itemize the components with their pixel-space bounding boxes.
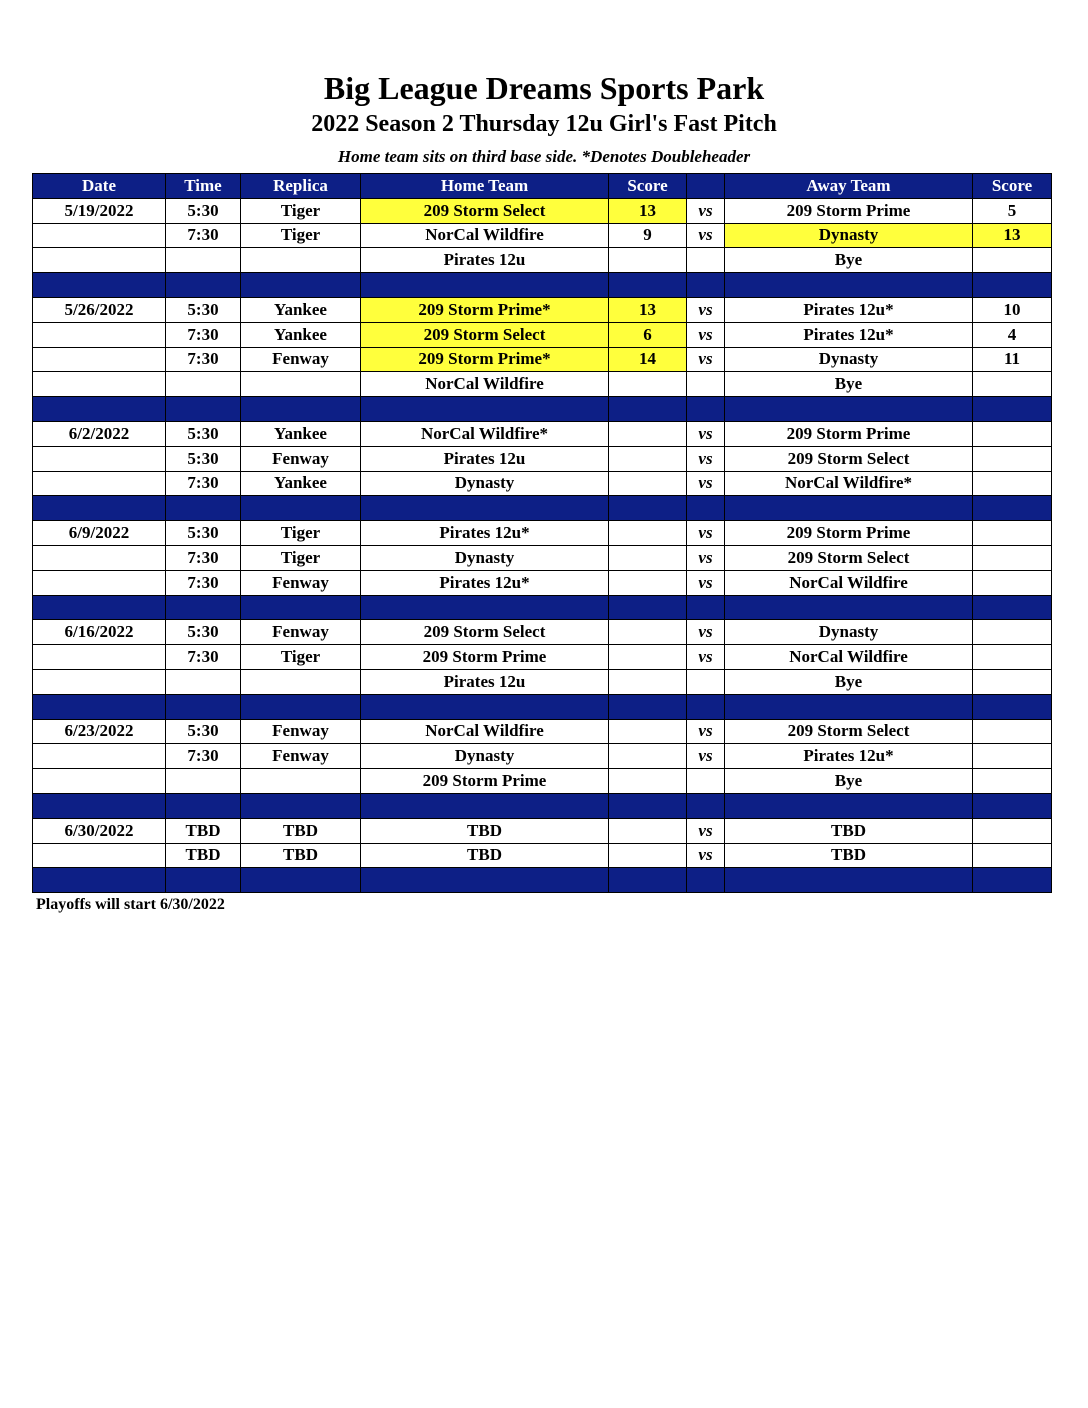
column-header-vs — [687, 174, 725, 199]
home-team-cell: TBD — [361, 818, 609, 843]
column-header-replica: Replica — [241, 174, 361, 199]
replica-cell: TBD — [241, 843, 361, 868]
away-team-cell: Dynasty — [725, 223, 973, 248]
away-team-cell: NorCal Wildfire — [725, 570, 973, 595]
home-score-cell — [609, 669, 687, 694]
time-cell: 7:30 — [166, 471, 241, 496]
time-cell: 5:30 — [166, 198, 241, 223]
time-cell: 5:30 — [166, 446, 241, 471]
separator-cell — [361, 595, 609, 620]
separator-cell — [725, 496, 973, 521]
home-score-cell — [609, 446, 687, 471]
replica-cell: Tiger — [241, 198, 361, 223]
schedule-header — [33, 174, 1052, 199]
replica-cell: Tiger — [241, 545, 361, 570]
separator-cell — [973, 273, 1052, 298]
time-cell: 5:30 — [166, 719, 241, 744]
home-team-cell: Pirates 12u — [361, 669, 609, 694]
separator-cell — [166, 496, 241, 521]
away-score-cell — [973, 570, 1052, 595]
replica-cell — [241, 769, 361, 794]
header-row — [33, 174, 1052, 199]
separator-cell — [33, 595, 166, 620]
home-score-cell — [609, 421, 687, 446]
home-team-cell: 209 Storm Prime — [361, 769, 609, 794]
replica-cell — [241, 669, 361, 694]
replica-cell — [241, 372, 361, 397]
time-cell: 7:30 — [166, 570, 241, 595]
week-separator-row — [33, 694, 1052, 719]
separator-cell — [241, 793, 361, 818]
separator-cell — [361, 273, 609, 298]
week-separator-row — [33, 496, 1052, 521]
home-score-cell — [609, 719, 687, 744]
separator-cell — [33, 793, 166, 818]
home-score-cell — [609, 570, 687, 595]
date-cell — [33, 769, 166, 794]
time-cell — [166, 372, 241, 397]
week-separator-row — [33, 273, 1052, 298]
separator-cell — [241, 595, 361, 620]
vs-cell — [687, 372, 725, 397]
replica-cell: Yankee — [241, 421, 361, 446]
game-row — [33, 521, 1052, 546]
away-team-cell: TBD — [725, 818, 973, 843]
separator-cell — [609, 793, 687, 818]
separator-cell — [609, 397, 687, 422]
vs-cell: vs — [687, 818, 725, 843]
vs-cell: vs — [687, 744, 725, 769]
away-team-cell: 209 Storm Prime — [725, 521, 973, 546]
vs-cell: vs — [687, 322, 725, 347]
away-team-cell: Dynasty — [725, 347, 973, 372]
game-row — [33, 471, 1052, 496]
game-row — [33, 322, 1052, 347]
game-row — [33, 198, 1052, 223]
replica-cell: Fenway — [241, 570, 361, 595]
separator-cell — [687, 793, 725, 818]
time-cell — [166, 248, 241, 273]
game-row — [33, 744, 1052, 769]
separator-cell — [33, 694, 166, 719]
separator-cell — [33, 496, 166, 521]
date-cell: 6/2/2022 — [33, 421, 166, 446]
home-score-cell — [609, 248, 687, 273]
away-team-cell: Bye — [725, 248, 973, 273]
vs-cell: vs — [687, 347, 725, 372]
game-row — [33, 843, 1052, 868]
vs-cell — [687, 248, 725, 273]
away-team-cell: 209 Storm Prime — [725, 198, 973, 223]
separator-cell — [241, 868, 361, 893]
separator-cell — [687, 694, 725, 719]
vs-cell: vs — [687, 297, 725, 322]
vs-cell: vs — [687, 645, 725, 670]
time-cell: 5:30 — [166, 421, 241, 446]
replica-cell: Fenway — [241, 744, 361, 769]
time-cell — [166, 769, 241, 794]
away-team-cell: Bye — [725, 372, 973, 397]
home-score-cell: 9 — [609, 223, 687, 248]
away-score-cell — [973, 769, 1052, 794]
separator-cell — [241, 397, 361, 422]
home-team-cell: Pirates 12u — [361, 446, 609, 471]
replica-cell: Yankee — [241, 471, 361, 496]
home-team-cell: TBD — [361, 843, 609, 868]
away-team-cell: Dynasty — [725, 620, 973, 645]
schedule-note: Home team sits on third base side. *Denotes Doubleheader — [337, 147, 751, 166]
date-cell — [33, 223, 166, 248]
away-team-cell: Pirates 12u* — [725, 744, 973, 769]
vs-cell: vs — [687, 620, 725, 645]
replica-cell: Tiger — [241, 521, 361, 546]
vs-cell: vs — [687, 223, 725, 248]
separator-cell — [361, 397, 609, 422]
away-team-cell: NorCal Wildfire* — [725, 471, 973, 496]
away-team-cell: 209 Storm Select — [725, 545, 973, 570]
away-score-cell: 5 — [973, 198, 1052, 223]
separator-cell — [166, 273, 241, 298]
separator-cell — [609, 496, 687, 521]
replica-cell: Tiger — [241, 645, 361, 670]
home-score-cell: 13 — [609, 297, 687, 322]
separator-cell — [973, 397, 1052, 422]
game-row — [33, 669, 1052, 694]
game-row — [33, 545, 1052, 570]
date-cell: 6/30/2022 — [33, 818, 166, 843]
away-team-cell: Pirates 12u* — [725, 297, 973, 322]
away-score-cell — [973, 372, 1052, 397]
home-score-cell: 13 — [609, 198, 687, 223]
vs-cell — [687, 769, 725, 794]
separator-cell — [687, 496, 725, 521]
away-score-cell — [973, 843, 1052, 868]
date-cell — [33, 843, 166, 868]
away-team-cell: Bye — [725, 769, 973, 794]
column-header-home-team: Home Team — [361, 174, 609, 199]
home-team-cell: NorCal Wildfire — [361, 223, 609, 248]
home-team-cell: Dynasty — [361, 471, 609, 496]
week-separator-row — [33, 793, 1052, 818]
separator-cell — [166, 595, 241, 620]
home-score-cell — [609, 372, 687, 397]
home-team-cell: 209 Storm Select — [361, 322, 609, 347]
time-cell: 7:30 — [166, 223, 241, 248]
home-score-cell — [609, 645, 687, 670]
home-team-cell: Dynasty — [361, 545, 609, 570]
home-score-cell — [609, 744, 687, 769]
time-cell: TBD — [166, 818, 241, 843]
separator-cell — [241, 496, 361, 521]
home-team-cell: Pirates 12u* — [361, 570, 609, 595]
date-cell — [33, 347, 166, 372]
separator-cell — [609, 273, 687, 298]
separator-cell — [361, 496, 609, 521]
vs-cell: vs — [687, 843, 725, 868]
replica-cell — [241, 248, 361, 273]
replica-cell: Fenway — [241, 446, 361, 471]
vs-cell: vs — [687, 421, 725, 446]
home-team-cell: NorCal Wildfire* — [361, 421, 609, 446]
game-row — [33, 223, 1052, 248]
away-score-cell: 13 — [973, 223, 1052, 248]
date-cell — [33, 570, 166, 595]
away-team-cell: 209 Storm Select — [725, 446, 973, 471]
time-cell: 7:30 — [166, 322, 241, 347]
away-score-cell — [973, 521, 1052, 546]
game-row — [33, 769, 1052, 794]
game-row — [33, 297, 1052, 322]
away-score-cell — [973, 719, 1052, 744]
column-header-date: Date — [33, 174, 166, 199]
time-cell: TBD — [166, 843, 241, 868]
date-cell — [33, 372, 166, 397]
separator-cell — [973, 868, 1052, 893]
time-cell: 7:30 — [166, 545, 241, 570]
date-cell: 5/26/2022 — [33, 297, 166, 322]
separator-cell — [166, 868, 241, 893]
week-separator-row — [33, 595, 1052, 620]
column-header-home-score: Score — [609, 174, 687, 199]
away-score-cell — [973, 620, 1052, 645]
separator-cell — [687, 868, 725, 893]
home-team-cell: Pirates 12u — [361, 248, 609, 273]
separator-cell — [33, 397, 166, 422]
game-row — [33, 570, 1052, 595]
game-row — [33, 347, 1052, 372]
date-cell — [33, 669, 166, 694]
separator-cell — [973, 793, 1052, 818]
separator-cell — [33, 868, 166, 893]
date-cell — [33, 446, 166, 471]
date-cell — [33, 471, 166, 496]
page-subtitle: 2022 Season 2 Thursday 12u Girl's Fast Pitch — [311, 111, 777, 137]
separator-cell — [609, 694, 687, 719]
date-cell — [33, 645, 166, 670]
home-team-cell: NorCal Wildfire — [361, 372, 609, 397]
date-cell — [33, 248, 166, 273]
away-score-cell — [973, 744, 1052, 769]
date-cell: 5/19/2022 — [33, 198, 166, 223]
home-team-cell: 209 Storm Prime* — [361, 297, 609, 322]
home-team-cell: 209 Storm Prime — [361, 645, 609, 670]
vs-cell — [687, 669, 725, 694]
separator-cell — [973, 496, 1052, 521]
replica-cell: TBD — [241, 818, 361, 843]
away-score-cell — [973, 545, 1052, 570]
separator-cell — [241, 273, 361, 298]
separator-cell — [725, 793, 973, 818]
time-cell — [166, 669, 241, 694]
away-score-cell: 4 — [973, 322, 1052, 347]
replica-cell: Yankee — [241, 322, 361, 347]
vs-cell: vs — [687, 521, 725, 546]
game-row — [33, 620, 1052, 645]
away-team-cell: TBD — [725, 843, 973, 868]
separator-cell — [973, 694, 1052, 719]
separator-cell — [609, 868, 687, 893]
game-row — [33, 645, 1052, 670]
game-row — [33, 446, 1052, 471]
home-team-cell: Pirates 12u* — [361, 521, 609, 546]
week-separator-row — [33, 397, 1052, 422]
separator-cell — [687, 595, 725, 620]
vs-cell: vs — [687, 719, 725, 744]
home-score-cell — [609, 620, 687, 645]
away-score-cell — [973, 669, 1052, 694]
away-team-cell: Bye — [725, 669, 973, 694]
home-team-cell: 209 Storm Select — [361, 198, 609, 223]
schedule-table — [32, 173, 1052, 893]
separator-cell — [687, 397, 725, 422]
home-team-cell: NorCal Wildfire — [361, 719, 609, 744]
separator-cell — [361, 868, 609, 893]
column-header-away-team: Away Team — [725, 174, 973, 199]
page-title: Big League Dreams Sports Park — [323, 70, 765, 106]
date-cell — [33, 322, 166, 347]
separator-cell — [725, 397, 973, 422]
separator-cell — [725, 595, 973, 620]
date-cell — [33, 744, 166, 769]
vs-cell: vs — [687, 446, 725, 471]
date-cell: 6/16/2022 — [33, 620, 166, 645]
game-row — [33, 248, 1052, 273]
schedule-body — [33, 198, 1052, 892]
separator-cell — [241, 694, 361, 719]
replica-cell: Fenway — [241, 620, 361, 645]
home-score-cell: 14 — [609, 347, 687, 372]
time-cell: 7:30 — [166, 744, 241, 769]
separator-cell — [33, 273, 166, 298]
time-cell: 7:30 — [166, 347, 241, 372]
home-score-cell — [609, 545, 687, 570]
separator-cell — [166, 793, 241, 818]
time-cell: 5:30 — [166, 620, 241, 645]
home-team-cell: 209 Storm Prime* — [361, 347, 609, 372]
away-score-cell — [973, 421, 1052, 446]
away-team-cell: NorCal Wildfire — [725, 645, 973, 670]
vs-cell: vs — [687, 471, 725, 496]
away-team-cell: Pirates 12u* — [725, 322, 973, 347]
home-score-cell: 6 — [609, 322, 687, 347]
away-team-cell: 209 Storm Prime — [725, 421, 973, 446]
replica-cell: Fenway — [241, 347, 361, 372]
vs-cell: vs — [687, 198, 725, 223]
separator-cell — [687, 273, 725, 298]
time-cell: 5:30 — [166, 521, 241, 546]
vs-cell: vs — [687, 545, 725, 570]
away-team-cell: 209 Storm Select — [725, 719, 973, 744]
replica-cell: Fenway — [241, 719, 361, 744]
game-row — [33, 421, 1052, 446]
away-score-cell — [973, 818, 1052, 843]
home-score-cell — [609, 769, 687, 794]
home-score-cell — [609, 521, 687, 546]
away-score-cell — [973, 248, 1052, 273]
separator-cell — [725, 694, 973, 719]
home-team-cell: 209 Storm Select — [361, 620, 609, 645]
separator-cell — [725, 868, 973, 893]
away-score-cell — [973, 471, 1052, 496]
week-separator-row — [33, 868, 1052, 893]
separator-cell — [361, 793, 609, 818]
game-row — [33, 719, 1052, 744]
time-cell: 7:30 — [166, 645, 241, 670]
column-header-time: Time — [166, 174, 241, 199]
separator-cell — [166, 397, 241, 422]
date-cell — [33, 545, 166, 570]
column-header-away-score: Score — [973, 174, 1052, 199]
replica-cell: Yankee — [241, 297, 361, 322]
date-cell: 6/9/2022 — [33, 521, 166, 546]
away-score-cell — [973, 446, 1052, 471]
replica-cell: Tiger — [241, 223, 361, 248]
playoffs-note: Playoffs will start 6/30/2022 — [36, 896, 225, 913]
separator-cell — [973, 595, 1052, 620]
home-score-cell — [609, 471, 687, 496]
date-cell: 6/23/2022 — [33, 719, 166, 744]
vs-cell: vs — [687, 570, 725, 595]
home-score-cell — [609, 818, 687, 843]
game-row — [33, 372, 1052, 397]
game-row — [33, 818, 1052, 843]
separator-cell — [361, 694, 609, 719]
separator-cell — [725, 273, 973, 298]
home-team-cell: Dynasty — [361, 744, 609, 769]
time-cell: 5:30 — [166, 297, 241, 322]
away-score-cell — [973, 645, 1052, 670]
separator-cell — [166, 694, 241, 719]
separator-cell — [609, 595, 687, 620]
away-score-cell: 11 — [973, 347, 1052, 372]
away-score-cell: 10 — [973, 297, 1052, 322]
home-score-cell — [609, 843, 687, 868]
